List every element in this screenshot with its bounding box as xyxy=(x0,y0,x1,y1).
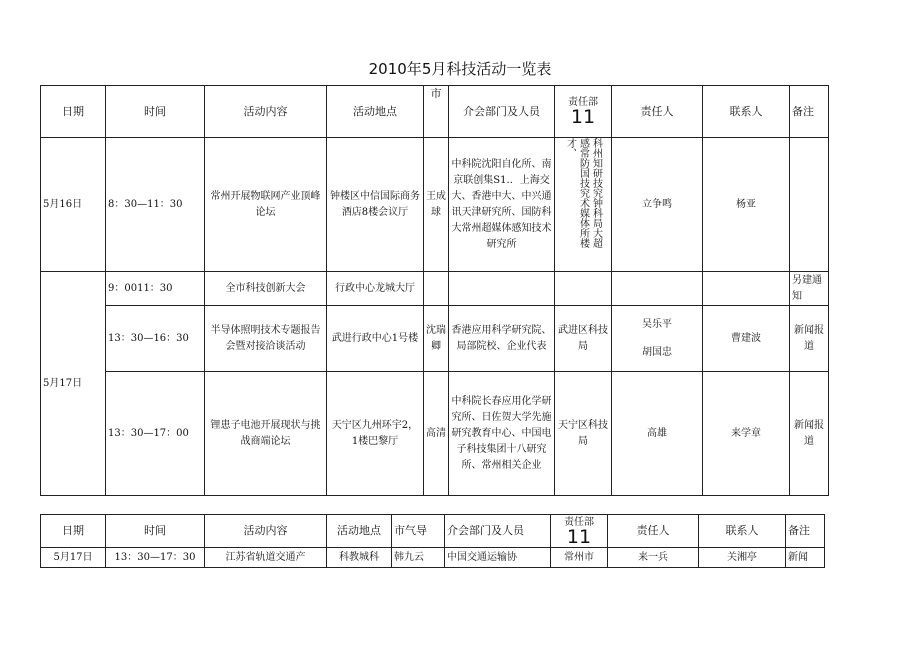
header-content: 活动内容 xyxy=(205,515,327,548)
cell-dept-text: 科州知研技究钟科局大超感常防国技究术媒体所楼才、 xyxy=(564,138,602,248)
cell-dept: 武进区科技局 xyxy=(555,306,612,372)
cell-dept: 天宁区科技局 xyxy=(555,372,612,496)
cell-date: 5月17日 xyxy=(41,272,106,496)
table-row xyxy=(41,138,829,272)
header-city: 市气导 xyxy=(392,515,445,548)
cell-partners xyxy=(449,272,555,306)
header-row xyxy=(41,86,829,138)
header-notes: 备注 xyxy=(786,515,825,548)
cell-city: 高清 xyxy=(424,372,449,496)
cell-notes: 另建通知 xyxy=(790,272,829,306)
header-city: 市 xyxy=(424,86,449,138)
cell-city: 王成球 xyxy=(424,138,449,272)
cell-person xyxy=(612,272,703,306)
cell-contact: 关湘亭 xyxy=(699,548,786,568)
header-partners: 介会部门及人员 xyxy=(449,86,555,138)
cell-notes xyxy=(790,138,829,272)
header-partners: 介会部门及人员 xyxy=(445,515,551,548)
cell-content: 常州开展物联网产业顶峰论坛 xyxy=(205,138,327,272)
table-row xyxy=(41,272,829,306)
cell-venue: 天宁区九州环宇2，1楼巴黎厅 xyxy=(327,372,424,496)
header-notes: 备注 xyxy=(790,86,829,138)
cell-person-1: 吴乐平 xyxy=(642,318,672,330)
header-venue: 活动地点 xyxy=(327,86,424,138)
cell-person: 来一兵 xyxy=(608,548,699,568)
activity-table-2 xyxy=(40,514,825,568)
header-contact: 联系人 xyxy=(699,515,786,548)
cell-content: 锂患子电池开展现状与挑战商端论坛 xyxy=(205,372,327,496)
page-title: 2010年5月科技活动一览表 xyxy=(368,60,552,78)
header-contact: 联系人 xyxy=(703,86,790,138)
cell-contact: 曹建波 xyxy=(703,306,790,372)
cell-partners: 香港应用科学研究院、局部院校、企业代表 xyxy=(449,306,555,372)
cell-notes: 新闻报道 xyxy=(790,306,829,372)
cell-content: 全市科技创新大会 xyxy=(205,272,327,306)
cell-time: 8：30—11：30 xyxy=(106,138,205,272)
cell-person: 立争鸣 xyxy=(612,138,703,272)
header-dept-num: 11 xyxy=(566,525,592,548)
cell-person-2: 胡国忠 xyxy=(642,346,672,358)
header-person: 责任人 xyxy=(612,86,703,138)
cell-contact: 杨亚 xyxy=(703,138,790,272)
header-date: 日期 xyxy=(41,515,106,548)
table-row xyxy=(41,372,829,496)
cell-time: 13：30—17：30 xyxy=(106,548,205,568)
cell-date: 5月16日 xyxy=(41,138,106,272)
cell-city: 韩九云 xyxy=(392,548,445,568)
table-row xyxy=(41,306,829,372)
header-dept-text: 责任部 xyxy=(564,516,594,528)
cell-venue: 科教城科 xyxy=(327,548,392,568)
cell-partners: 中科院沈阳自化所、南京联创集S1.．上海交大、香港中大、中兴通讯天津研究所、国防科大常州超媒体感知技术研究所 xyxy=(449,138,555,272)
header-row xyxy=(41,515,825,548)
cell-content: 江苏省轨道交通产 xyxy=(205,548,327,568)
header-dept xyxy=(551,515,608,548)
cell-notes: 新闻报道 xyxy=(790,372,829,496)
cell-city xyxy=(424,272,449,306)
cell-venue: 钟楼区中信国际商务酒店8楼会议厅 xyxy=(327,138,424,272)
cell-partners: 中科院长春应用化学研究所、日佐贺大学先施研究教育中心、中国电子科技集团十八研究所、常州相关企业 xyxy=(449,372,555,496)
header-dept-num: 11 xyxy=(570,106,596,128)
cell-venue: 行政中心龙城大厅 xyxy=(327,272,424,306)
cell-partners: 中国交通运输协 xyxy=(445,548,551,568)
cell-time: 13：30—17：00 xyxy=(106,372,205,496)
cell-contact: 来学章 xyxy=(703,372,790,496)
header-venue: 活动地点 xyxy=(327,515,392,548)
cell-date: 5月17日 xyxy=(41,548,106,568)
cell-person: 高雄 xyxy=(612,372,703,496)
cell-person xyxy=(612,306,703,372)
cell-notes: 新闻 xyxy=(786,548,825,568)
header-time: 时间 xyxy=(106,86,205,138)
cell-venue: 武进行政中心1号楼 xyxy=(327,306,424,372)
cell-city: 沈瑞卿 xyxy=(424,306,449,372)
cell-time: 13：30—16：30 xyxy=(106,306,205,372)
cell-dept xyxy=(555,272,612,306)
cell-content: 半导体照明技术专题报告会暨对接洽谈活动 xyxy=(205,306,327,372)
header-date: 日期 xyxy=(41,86,106,138)
header-dept xyxy=(555,86,612,138)
cell-dept: 常州市 xyxy=(551,548,608,568)
cell-dept xyxy=(555,138,612,272)
table-row xyxy=(41,548,825,568)
header-time: 时间 xyxy=(106,515,205,548)
header-content: 活动内容 xyxy=(205,86,327,138)
header-dept-text: 责任部 xyxy=(568,97,598,108)
cell-contact xyxy=(703,272,790,306)
activity-table-1 xyxy=(40,85,829,496)
header-person: 责任人 xyxy=(608,515,699,548)
cell-time: 9：0011：30 xyxy=(106,272,205,306)
